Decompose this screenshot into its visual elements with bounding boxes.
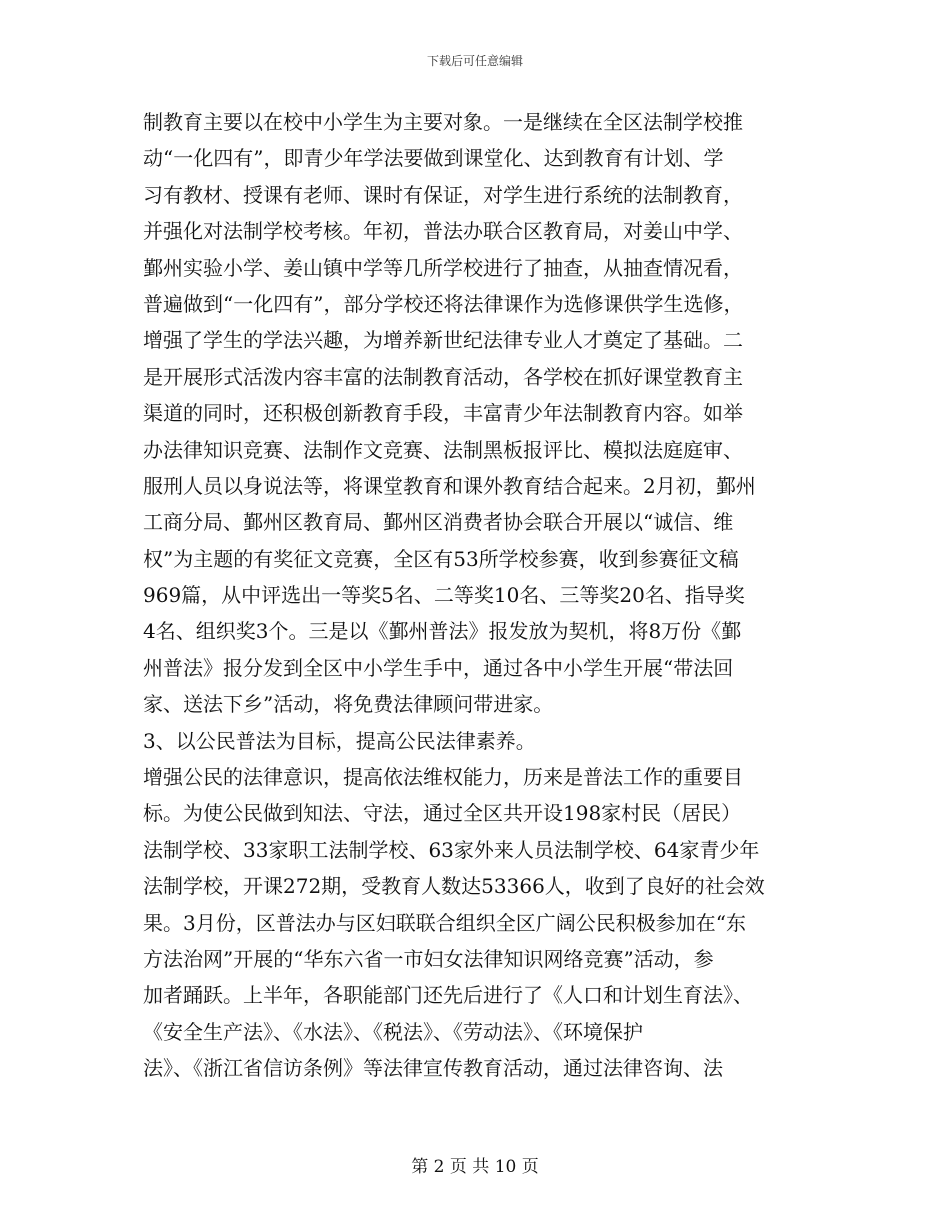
page-header: 下载后可任意编辑	[426, 54, 523, 68]
page-footer: 第 2 页 共 10 页	[411, 1157, 539, 1177]
text-line: 办法律知识竞赛、法制作文竞赛、法制黑板报评比、模拟法庭庭审、	[143, 437, 743, 462]
text-line: 法制学校、33家职工法制学校、63家外来人员法制学校、64家青少年	[143, 837, 760, 862]
text-line: 加者踊跃。上半年，各职能部门还先后进行了《人口和计划生育法》、	[143, 983, 753, 1008]
text-line: 权”为主题的有奖征文竞赛，全区有53所学校参赛，收到参赛征文稿	[143, 546, 739, 571]
text-line: 渠道的同时，还积极创新教育手段，丰富青少年法制教育内容。如举	[143, 401, 743, 426]
text-line: 法》、《浙江省信访条例》等法律宣传教育活动，通过法律咨询、法	[143, 1056, 723, 1081]
text-line: 增强公民的法律意识，提高依法维权能力，历来是普法工作的重要目	[143, 765, 743, 790]
text-line: 4名、组织奖3个。三是以《鄞州普法》报发放为契机，将8万份《鄞	[143, 619, 742, 644]
text-line: 增强了学生的学法兴趣，为增养新世纪法律专业人才奠定了基础。二	[143, 328, 743, 353]
text-line: 并强化对法制学校考核。年初，普法办联合区教育局，对姜山中学、	[143, 219, 743, 244]
document-body	[143, 104, 813, 1087]
text-line: 标。为使公民做到知法、守法，通过全区共开设198家村民（居民）	[143, 801, 742, 826]
text-line: 服刑人员以身说法等，将课堂教育和课外教育结合起来。2月初，鄞州	[143, 473, 756, 498]
text-line: 家、送法下乡”活动，将免费法律顾问带进家。	[143, 692, 554, 717]
text-line: 制教育主要以在校中小学生为主要对象。一是继续在全区法制学校推	[143, 110, 743, 134]
text-line: 动“一化四有”，即青少年学法要做到课堂化、达到教育有计划、学	[143, 146, 724, 171]
text-line: 是开展形式活泼内容丰富的法制教育活动，各学校在抓好课堂教育主	[143, 364, 743, 389]
text-line: 工商分局、鄞州区教育局、鄞州区消费者协会联合开展以“诚信、维	[143, 510, 734, 535]
text-line: 鄞州实验小学、姜山镇中学等几所学校进行了抽查，从抽查情况看，	[143, 255, 743, 280]
section-heading: 3、以公民普法为目标，提高公民法律素养。	[143, 728, 536, 753]
text-line: 果。3月份，区普法办与区妇联联合组织全区广阔公民积极参加在“东	[143, 910, 746, 935]
text-line: 习有教材、授课有老师、课时有保证，对学生进行系统的法制教育，	[143, 182, 743, 207]
text-line: 《安全生产法》、《水法》、《税法》、《劳动法》、《环境保护	[143, 1019, 643, 1044]
text-line: 法制学校，开课272期，受教育人数达53366人，收到了良好的社会效	[143, 874, 765, 899]
text-line: 普遍做到“一化四有”，部分学校还将法律课作为选修课供学生选修，	[143, 291, 744, 316]
text-line: 州普法》报分发到全区中小学生手中，通过各中小学生开展“带法回	[143, 655, 734, 680]
text-line: 969篇，从中评选出一等奖5名、二等奖10名、三等奖20名、指导奖	[143, 583, 745, 608]
text-line: 方法治网”开展的“华东六省一市妇女法律知识网络竞赛”活动，参	[143, 946, 714, 971]
